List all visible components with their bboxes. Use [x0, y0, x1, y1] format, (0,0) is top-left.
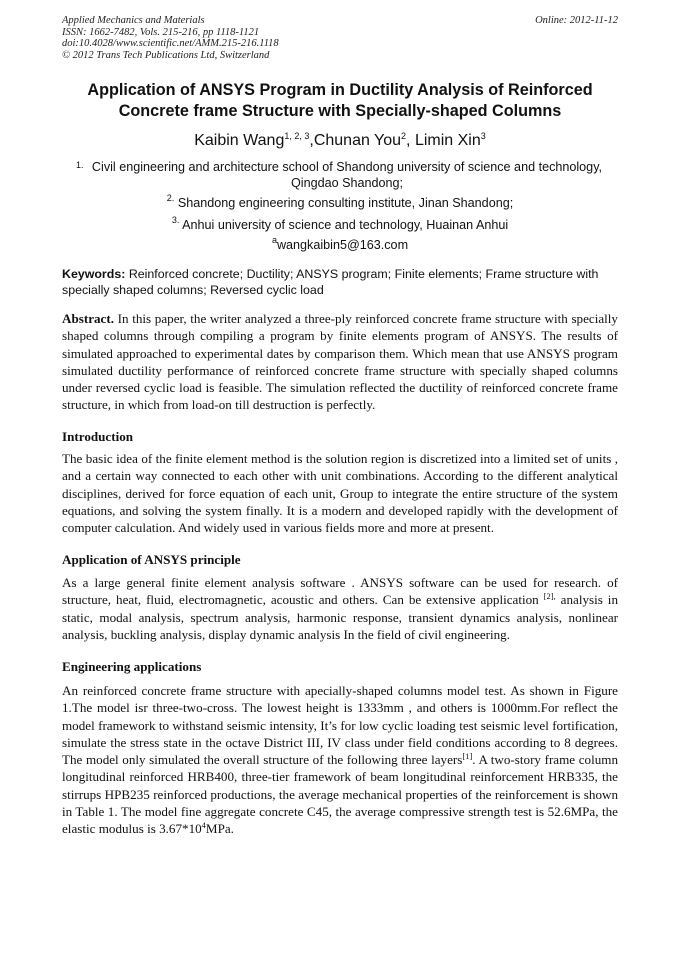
abstract-text: In this paper, the writer analyzed a three-ply reinforced concrete frame structure with specially shaped columns through compiling a program by finite elements program of ANSYS. The results of simulated approached to experimental dates by comparison them. Which mean that use ANSYS program simulated ductility performance of reinforced concrete frame structure with specially shaped columns under reversed cyclic load is feasible. The simulation reflected the ductility of reinforced concrete frame structure, in which from load-on till destruction is perfectly. — [62, 311, 618, 413]
keywords — [62, 266, 618, 298]
abstract — [62, 310, 618, 414]
citation-ref: [1] — [462, 751, 473, 762]
author-separator: , — [406, 132, 411, 149]
author-affiliation-mark: 2 — [401, 131, 407, 141]
paragraph-text: MPa. — [205, 821, 234, 837]
affiliation-number: 2. — [166, 193, 175, 203]
paragraph-text: . A two-story frame column longitudinal reinforced HRB400, three-tier framework of beam longitudinal reinforcement HRB335, the stirrups HPB235 reinforced productions, the average mechanical properties of the reinforcement is shown in Table 1. The model fine aggregate concrete C45, the average compressive strength test is 52.6MPa, the elastic modulus is 3.67*10 — [62, 752, 618, 837]
journal-copyright: © 2012 Trans Tech Publications Ltd, Switzerland — [62, 49, 270, 61]
author-list — [62, 131, 618, 151]
keywords-label: Keywords: — [62, 267, 126, 281]
email-address: wangkaibin5@163.com — [276, 238, 409, 252]
affiliation-2 — [62, 195, 618, 211]
section-heading-ansys-principle: Application of ANSYS principle — [62, 552, 241, 567]
journal-name: Applied Mechanics and Materials — [62, 15, 205, 26]
paragraph-text: analysis in static, modal analysis, spectrum analysis, harmonic response, transient dynamics analysis, nonlinear analysis, buckling analysis, display dynamic analysis In the field of civil engineering. — [62, 592, 618, 642]
affiliation-1 — [76, 159, 618, 191]
paragraph-text: An reinforced concrete frame structure with apecially-shaped columns model test. As shown in Figure 1.The model isr three-two-cross. The lowest height is 1333mm , and others is 1000mm.For reflect the model framework to withstand seismic intensity, It’s for low cyclic loading test seismic level fortification, simulate the stress state in the octave District III, IV class under field conditions according to 8 degrees. The model only simulated the overall structure of the following three layers — [62, 683, 618, 768]
affiliation-text: Shandong engineering consulting institute, Jinan Shandong; — [177, 196, 514, 210]
author-name: Chunan You — [313, 132, 402, 149]
abstract-label: Abstract. — [62, 311, 114, 326]
journal-header — [62, 15, 618, 61]
journal-issn: ISSN: 1662-7482, Vols. 215-216, pp 1118-1121 — [62, 26, 260, 38]
email-mark: a — [271, 235, 277, 245]
journal-doi: doi:10.4028/www.scientific.net/AMM.215-216.1118 — [62, 38, 279, 49]
paper-title: Application of ANSYS Program in Ductility Analysis of Reinforced Concrete frame Structure with Specially-shaped Columns — [87, 81, 593, 120]
author-name: Limin Xin — [414, 132, 481, 149]
engineering-paragraph — [62, 682, 618, 838]
affiliation-text: Anhui university of science and technology, Huainan Anhui — [182, 218, 509, 232]
author-name: Kaibin Wang — [194, 132, 285, 149]
keywords-text: Reinforced concrete; Ductility; ANSYS program; Finite elements; Frame structure with specially shaped columns; Reversed cyclic load — [62, 267, 599, 297]
affiliation-text: Civil engineering and architecture school of Shandong university of science and technology, Qingdao Shandong; — [91, 160, 603, 190]
ansys-principle-paragraph — [62, 574, 618, 643]
paragraph-text: As a large general finite element analysis software . ANSYS software can be used for research. of structure, heat, fluid, electromagnetic, acoustic and others. Can be extensive application — [62, 575, 618, 608]
section-heading-introduction: Introduction — [62, 429, 134, 444]
author-email — [62, 237, 618, 253]
citation-ref: [2], — [543, 591, 556, 602]
author-affiliation-mark: 3 — [480, 131, 486, 141]
affiliation-number: 3. — [171, 215, 180, 225]
author-affiliation-mark: 1, 2, 3 — [284, 131, 310, 141]
online-date: Online: 2012-11-12 — [535, 15, 618, 26]
author-separator: , — [309, 132, 314, 149]
affiliation-number: 1. — [76, 160, 84, 170]
affiliation-3 — [62, 217, 618, 233]
exponent: 4 — [201, 820, 206, 831]
introduction-paragraph: The basic idea of the finite element method is the solution region is discretized into a limited set of units , and a certain way connected to each other with unit combinations. According to the different analytical disciplines, derived for force equation of each unit, Group to integrate the entire structure of the system equations, and solving the system finally. It is a modern and developed rapidly with the development of computer calculation. And widely used in various fields more and more at present. — [62, 451, 618, 536]
section-heading-engineering: Engineering applications — [62, 659, 202, 674]
